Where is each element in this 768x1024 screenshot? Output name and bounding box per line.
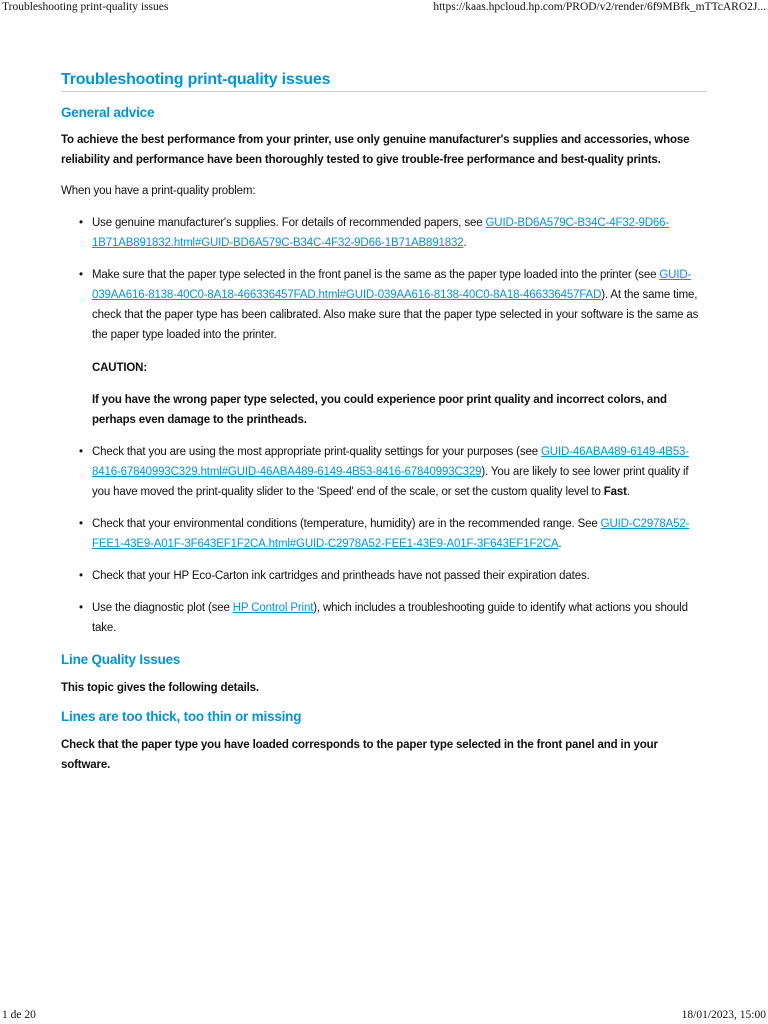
bullet-icon: • (79, 269, 83, 281)
print-header-title: Troubleshooting print-quality issues (2, 1, 169, 13)
guid-link-paper-type[interactable]: GUID-039AA616-8138-40C0-8A18-466336457FAD.html#GUID-039AA616-8138-40C0-8A18-466336457FAD (92, 269, 692, 301)
hp-control-print-link[interactable]: HP Control Print (232, 602, 314, 614)
list-item: • Use genuine manufacturer's supplies. For details of recommended papers, see GUID-BD6A579C-B34C-4F32-9D66-1B71AB891832.html#GUID-BD6A579C-B34C-4F32-9D66-1B71AB891832. (61, 213, 707, 253)
problem-lead-text: When you have a print-quality problem: (61, 185, 256, 197)
bullet-icon: • (79, 518, 83, 530)
section-heading-general-advice: General advice (61, 105, 155, 120)
lines-thickness-text: Check that the paper type you have loaded corresponds to the paper type selected in the front panel and in your software. (61, 739, 658, 771)
bullet-icon: • (79, 446, 83, 458)
page-title: Troubleshooting print-quality issues (61, 71, 707, 92)
line-quality-intro: This topic gives the following details. (61, 682, 259, 694)
print-datetime: 18/01/2023, 15:00 (681, 1009, 766, 1021)
bullet-icon: • (79, 570, 83, 582)
document-content (61, 71, 707, 775)
print-footer (0, 1008, 768, 1024)
list-item: • Check that you are using the most appropriate print-quality settings for your purposes (see GUID-46ABA489-6149-4B53-8416-67840993C329.html#GUID-46ABA489-6149-4B53-8416-67840993C329). You are likely to see lower print quality if you have moved the print-quality slider to the 'Speed' end of the scale, or set the custom quality level to Fast. (61, 442, 707, 502)
bullet-icon: • (79, 602, 83, 614)
caution-text: If you have the wrong paper type selected, you could experience poor print quality and incorrect colors, and perhaps even damage to the printheads. (92, 394, 667, 426)
caution-label: CAUTION: (92, 362, 148, 374)
section-heading-line-quality: Line Quality Issues (61, 652, 181, 667)
list-item: • Make sure that the paper type selected in the front panel is the same as the paper type loaded into the printer (see GUID-039AA616-8138-40C0-8A18-466336457FAD.html#GUID-039AA616-8138-40C0-8A18-466336457FAD). At the same time, check that the paper type has been calibrated. Also make sure that the paper type selected in your software is the same as the paper type loaded into the printer. CAUTION: If you have the wrong paper type selected, you could experience poor print quality and incorrect colors, and perhaps even damage to the printheads. (61, 265, 707, 430)
general-advice-intro: To achieve the best performance from your printer, use only genuine manufacturer's supplies and accessories, whose reliability and performance have been thoroughly tested to give trouble-free performance and best-quality prints. (61, 134, 690, 166)
advice-list (61, 213, 707, 638)
guid-link-recommended-papers[interactable]: GUID-BD6A579C-B34C-4F32-9D66-1B71AB891832.html#GUID-BD6A579C-B34C-4F32-9D66-1B71AB891832 (92, 217, 670, 249)
print-header-url[interactable]: https://kaas.hpcloud.hp.com/PROD/v2/render/6f9MBfk_mTTcARO2J... (433, 1, 766, 13)
section-heading-lines-thickness: Lines are too thick, too thin or missing (61, 709, 302, 724)
list-item: • Check that your environmental conditions (temperature, humidity) are in the recommended range. See GUID-C2978A52-FEE1-43E9-A01F-3F643EF1F2CA.html#GUID-C2978A52-FEE1-43E9-A01F-3F643EF1F2CA. (61, 514, 707, 554)
guid-link-environmental-conditions[interactable]: GUID-C2978A52-FEE1-43E9-A01F-3F643EF1F2CA.html#GUID-C2978A52-FEE1-43E9-A01F-3F643EF1F2CA (92, 518, 690, 550)
bullet-icon: • (79, 217, 83, 229)
guid-link-print-quality-settings[interactable]: GUID-46ABA489-6149-4B53-8416-67840993C329.html#GUID-46ABA489-6149-4B53-8416-67840993C329 (92, 446, 689, 478)
print-header (0, 0, 768, 18)
page-number: 1 de 20 (2, 1009, 36, 1021)
list-item: • Use the diagnostic plot (see HP Control Print), which includes a troubleshooting guide to identify what actions you should take. (61, 598, 707, 638)
list-item: • Check that your HP Eco-Carton ink cartridges and printheads have not passed their expiration dates. (61, 566, 707, 586)
